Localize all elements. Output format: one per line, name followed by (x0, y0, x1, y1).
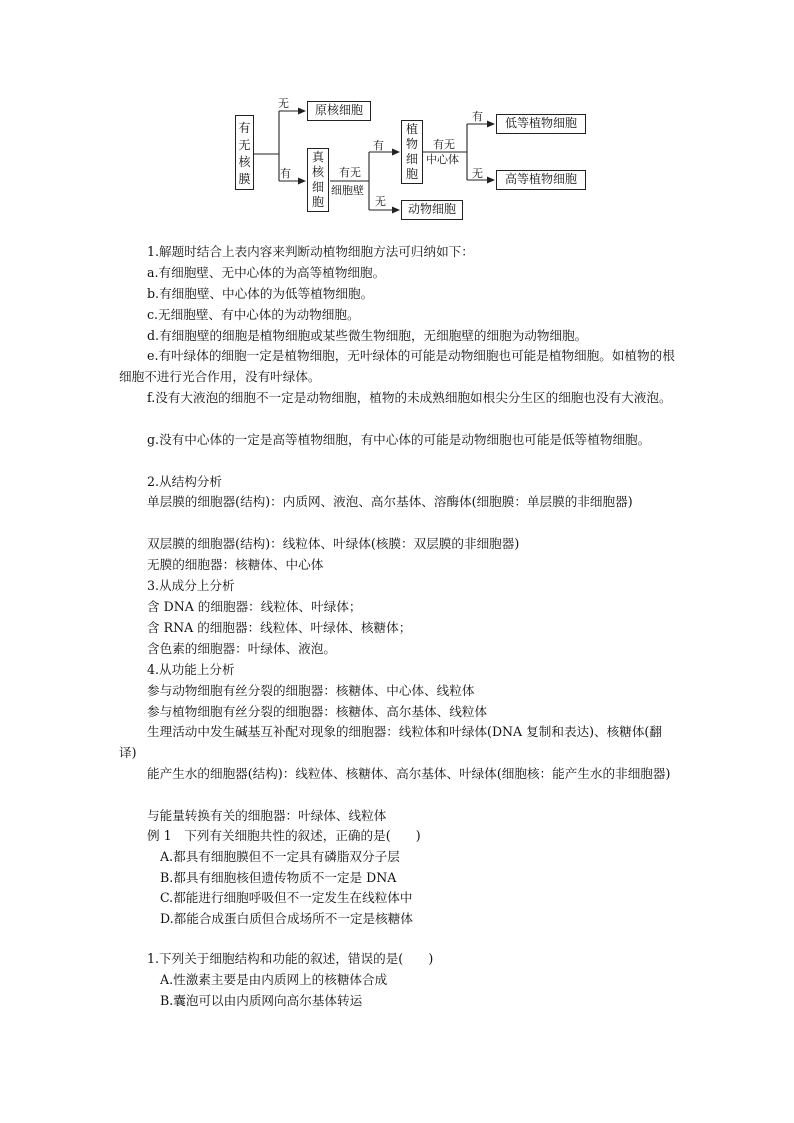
rule-c: c.无细胞壁、有中心体的为动物细胞。 (147, 307, 360, 322)
edge-label-centriole-no: 无 (472, 167, 483, 180)
example-1-stem: 例 1 下列有关细胞共性的叙述，正确的是( ) (147, 828, 421, 843)
plant-mitosis-organelles: 参与植物细胞有丝分裂的细胞器：核糖体、高尔基体、线粒体 (147, 704, 488, 719)
example-1-option-a: A.都具有细胞膜但不一定具有磷脂双分子层 (160, 849, 400, 864)
dna-organelles: 含 DNA 的细胞器：线粒体、叶绿体； (147, 599, 362, 614)
edge-label-no-membrane: 无 (278, 97, 289, 110)
question-1-stem: 1.下列关于细胞结构和功能的叙述，错误的是( ) (147, 951, 434, 966)
node-plant-cell: 植物细胞 (401, 120, 423, 184)
edge-label-has-membrane: 有 (280, 167, 291, 180)
rule-f: f.没有大液泡的细胞不一定是动物细胞，植物的未成熟细胞如根尖分生区的细胞也没有大液泡。 (147, 390, 672, 405)
edge-label-wall-question-b: 细胞壁 (331, 184, 364, 197)
pigment-organelles: 含色素的细胞器：叶绿体、液泡。 (147, 641, 336, 656)
node-lower-plant-cell: 低等植物细胞 (496, 114, 586, 134)
rule-e: e.有叶绿体的细胞一定是植物细胞，无叶绿体的可能是动物细胞也可能是植物细胞。如植物的根细胞不进行光合作用，没有叶绿体。 (119, 348, 675, 384)
example-1-option-c: C.都能进行细胞呼吸但不一定发生在线粒体中 (160, 890, 413, 905)
energy-conversion-organelles: 与能量转换有关的细胞器：叶绿体、线粒体 (147, 808, 387, 823)
question-1-option-b: B.囊泡可以由内质网向高尔基体转运 (160, 993, 363, 1008)
node-eukaryote: 真核细胞 (307, 148, 329, 212)
node-nuclear-membrane: 有无核膜 (235, 115, 254, 190)
double-membrane-organelles: 双层膜的细胞器(结构)：线粒体、叶绿体(核膜：双层膜的非细胞器) (147, 536, 520, 551)
edge-label-wall-no: 无 (375, 195, 386, 208)
diagram-connectors (0, 0, 794, 230)
rule-d: d.有细胞壁的细胞是植物细胞或某些微生物细胞，无细胞壁的细胞为动物细胞。 (147, 328, 588, 343)
example-1-option-b: B.都具有细胞核但遗传物质不一定是 DNA (160, 870, 397, 885)
section-structure: 2.从结构分析 (147, 474, 222, 489)
method-intro: 1.解题时结合上表内容来判断动植物细胞方法可归纳如下： (147, 244, 474, 259)
edge-label-centriole-question-a: 有无 (433, 138, 455, 151)
question-1-option-a: A.性激素主要是由内质网上的核糖体合成 (160, 972, 388, 987)
node-higher-plant-cell: 高等植物细胞 (496, 170, 586, 190)
water-producing-organelles: 能产生水的细胞器(结构)：线粒体、核糖体、高尔基体、叶绿体(细胞核：能产生水的非细胞器) (147, 766, 671, 781)
edge-label-centriole-yes: 有 (472, 110, 483, 123)
node-prokaryote: 原核细胞 (307, 101, 371, 121)
node-animal-cell: 动物细胞 (401, 200, 463, 220)
section-function: 4.从功能上分析 (147, 662, 235, 677)
rule-b: b.有细胞壁、中心体的为低等植物细胞。 (147, 286, 374, 301)
rule-g: g.没有中心体的一定是高等植物细胞，有中心体的可能是动物细胞也可能是低等植物细胞。 (147, 432, 651, 447)
section-composition: 3.从成分上分析 (147, 578, 235, 593)
edge-label-wall-yes: 有 (373, 139, 384, 152)
animal-mitosis-organelles: 参与动物细胞有丝分裂的细胞器：核糖体、中心体、线粒体 (147, 683, 475, 698)
single-membrane-organelles: 单层膜的细胞器(结构)：内质网、液泡、高尔基体、溶酶体(细胞膜：单层膜的非细胞器) (147, 494, 633, 509)
example-1-option-d: D.都能合成蛋白质但合成场所不一定是核糖体 (160, 911, 413, 926)
edge-label-wall-question-a: 有无 (339, 166, 361, 179)
rna-organelles: 含 RNA 的细胞器：线粒体、叶绿体、核糖体； (147, 620, 412, 635)
edge-label-centriole-question-b: 中心体 (426, 153, 459, 166)
base-pairing-organelles: 生理活动中发生碱基互补配对现象的细胞器：线粒体和叶绿体(DNA 复制和表达)、核糖体(翻译) (119, 724, 662, 760)
rule-a: a.有细胞壁、无中心体的为高等植物细胞。 (147, 265, 386, 280)
membraneless-organelles: 无膜的细胞器：核糖体、中心体 (147, 557, 324, 572)
